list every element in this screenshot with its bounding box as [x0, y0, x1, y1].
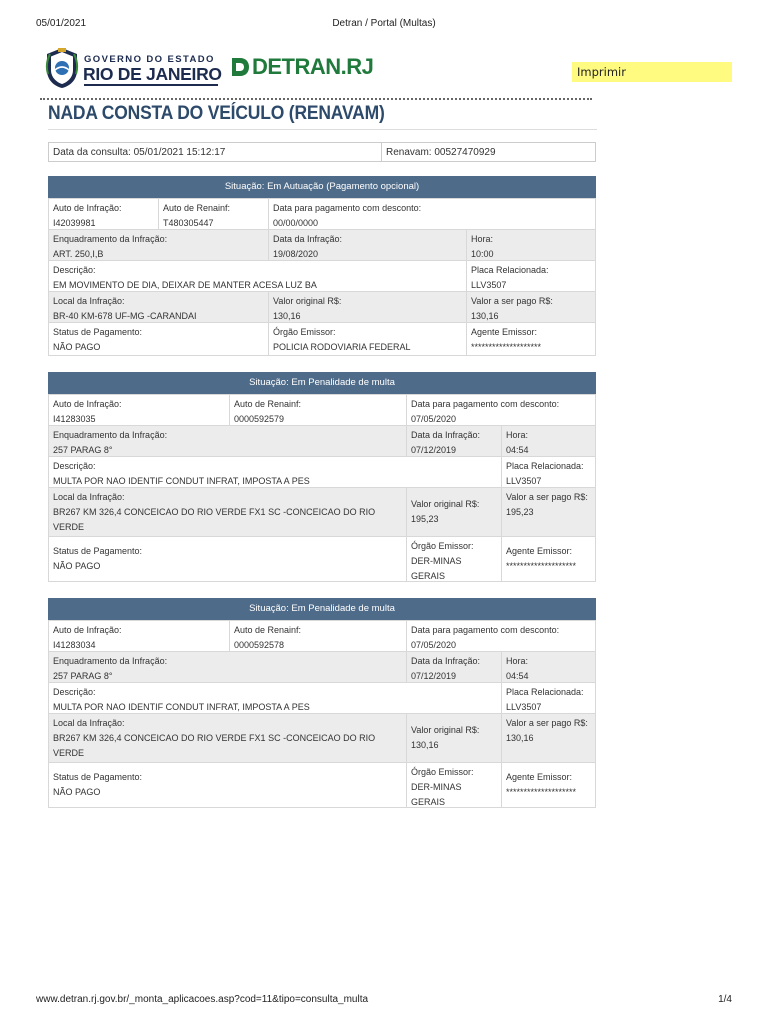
orgao-value: DER-MINAS GERAIS: [411, 556, 462, 581]
infracao-block-2: [48, 372, 596, 582]
data-desconto-label: Data para pagamento com desconto:: [411, 399, 560, 409]
hora-value: 04:54: [506, 445, 529, 455]
auto-renainf-label: Auto de Renainf:: [163, 203, 231, 213]
local-value: BR267 KM 326,4 CONCEICAO DO RIO VERDE FX1 SC -CONCEICAO DO RIO VERDE: [53, 733, 376, 758]
detran-text: DETRAN.RJ: [252, 54, 374, 79]
auto-infracao-label: Auto de Infração:: [53, 399, 122, 409]
placa-value: LLV3507: [506, 476, 542, 486]
enquadramento-value: 257 PARAG 8°: [53, 671, 113, 681]
orgao-value: DER-MINAS GERAIS: [411, 782, 462, 807]
orgao-value: POLICIA RODOVIARIA FEDERAL: [273, 342, 411, 352]
hora-label: Hora:: [506, 656, 529, 666]
valor-pagar-label: Valor a ser pago R$:: [506, 492, 588, 502]
valor-pagar-label: Valor a ser pago R$:: [506, 718, 588, 728]
placa-cell: [501, 456, 596, 488]
valor-original-label: Valor original R$:: [273, 296, 342, 306]
consulta-info: [48, 142, 596, 162]
agente-cell: [501, 536, 596, 582]
local-label: Local da Infração:: [53, 296, 125, 306]
status-cell: [48, 536, 407, 582]
local-cell: [48, 713, 407, 763]
placa-cell: [466, 260, 596, 292]
valor-pagar-value: 130,16: [471, 311, 499, 321]
page-title: NADA CONSTA DO VEÍCULO (RENAVAM): [48, 103, 385, 124]
data-infracao-label: Data da Infração:: [273, 234, 343, 244]
data-desconto-label: Data para pagamento com desconto:: [273, 203, 422, 213]
hora-label: Hora:: [471, 234, 494, 244]
data-desconto-label: Data para pagamento com desconto:: [411, 625, 560, 635]
placa-label: Placa Relacionada:: [471, 265, 549, 275]
enquadramento-cell: [48, 651, 407, 683]
print-header: [36, 18, 732, 32]
data-infracao-value: 19/08/2020: [273, 249, 319, 259]
auto-infracao-label: Auto de Infração:: [53, 625, 122, 635]
title-rule: [48, 129, 597, 130]
valor-original-label: Valor original R$:: [411, 725, 480, 735]
auto-renainf-cell: [158, 198, 269, 230]
auto-infracao-cell: [48, 394, 230, 426]
hora-label: Hora:: [506, 430, 529, 440]
placa-label: Placa Relacionada:: [506, 687, 584, 697]
data-infracao-value: 07/12/2019: [411, 445, 457, 455]
valor-pagar-value: 130,16: [506, 733, 534, 743]
print-page-number: 1/4: [718, 994, 732, 1005]
print-button[interactable]: Imprimir: [572, 62, 732, 82]
consulta-renavam: Renavam: 00527470929: [386, 147, 496, 158]
header-logos: [44, 44, 374, 94]
data-infracao-label: Data da Infração:: [411, 656, 481, 666]
descricao-label: Descrição:: [53, 265, 96, 275]
local-label: Local da Infração:: [53, 492, 125, 502]
local-cell: [48, 487, 407, 537]
auto-infracao-label: Auto de Infração:: [53, 203, 122, 213]
gov-line1: GOVERNO DO ESTADO: [84, 54, 215, 65]
print-date: 05/01/2021: [36, 18, 87, 29]
orgao-cell: [406, 762, 502, 808]
data-desconto-cell: [406, 620, 596, 652]
descricao-label: Descrição:: [53, 687, 96, 697]
data-infracao-value: 07/12/2019: [411, 671, 457, 681]
auto-infracao-value: I41283034: [53, 640, 96, 650]
valor-pagar-value: 195,23: [506, 507, 534, 517]
print-footer: [36, 994, 732, 1008]
print-url: www.detran.rj.gov.br/_monta_aplicacoes.asp?cod=11&tipo=consulta_multa: [36, 994, 369, 1005]
hora-cell: [501, 425, 596, 457]
local-cell: [48, 291, 269, 323]
valor-original-value: 195,23: [411, 514, 439, 524]
data-infracao-label: Data da Infração:: [411, 430, 481, 440]
enquadramento-value: ART. 250,I,B: [53, 249, 104, 259]
valor-original-value: 130,16: [411, 740, 439, 750]
data-desconto-cell: [406, 394, 596, 426]
local-value: BR-40 KM-678 UF-MG -CARANDAI: [53, 311, 197, 321]
agente-label: Agente Emissor:: [506, 772, 573, 782]
auto-infracao-value: I42039981: [53, 218, 96, 228]
agente-value: ********************: [471, 342, 542, 352]
enquadramento-value: 257 PARAG 8°: [53, 445, 113, 455]
enquadramento-cell: [48, 229, 269, 261]
placa-cell: [501, 682, 596, 714]
state-seal-icon: [44, 46, 80, 90]
agente-label: Agente Emissor:: [471, 327, 538, 337]
status-label: Status de Pagamento:: [53, 327, 143, 337]
orgao-cell: [268, 322, 467, 356]
enquadramento-label: Enquadramento da Infração:: [53, 234, 168, 244]
enquadramento-cell: [48, 425, 407, 457]
valor-pagar-cell: [501, 487, 596, 537]
hora-cell: [501, 651, 596, 683]
data-desconto-value: 07/05/2020: [411, 414, 457, 424]
infracao-block-1: [48, 176, 596, 356]
status-label: Status de Pagamento:: [53, 772, 143, 782]
descricao-value: MULTA POR NAO IDENTIF CONDUT INFRAT, IMPOSTA A PES: [53, 476, 310, 486]
status-cell: [48, 762, 407, 808]
valor-original-value: 130,16: [273, 311, 301, 321]
auto-renainf-label: Auto de Renainf:: [234, 399, 302, 409]
orgao-label: Órgão Emissor:: [411, 541, 474, 551]
data-infracao-cell: [406, 651, 502, 683]
auto-renainf-cell: [229, 620, 407, 652]
descricao-cell: [48, 456, 502, 488]
auto-renainf-label: Auto de Renainf:: [234, 625, 302, 635]
orgao-label: Órgão Emissor:: [411, 767, 474, 777]
data-infracao-cell: [268, 229, 467, 261]
governo-rj-logo: [44, 46, 224, 92]
hora-cell: [466, 229, 596, 261]
status-cell: [48, 322, 269, 356]
local-value: BR267 KM 326,4 CONCEICAO DO RIO VERDE FX1 SC -CONCEICAO DO RIO VERDE: [53, 507, 376, 532]
descricao-label: Descrição:: [53, 461, 96, 471]
auto-infracao-cell: [48, 620, 230, 652]
detran-logo: [230, 54, 374, 82]
infracao-block-3: [48, 598, 596, 808]
data-infracao-cell: [406, 425, 502, 457]
auto-renainf-value: 0000592579: [234, 414, 285, 424]
status-value: NÃO PAGO: [53, 787, 101, 797]
gov-underline: [84, 84, 218, 86]
orgao-cell: [406, 536, 502, 582]
status-value: NÃO PAGO: [53, 342, 101, 352]
descricao-cell: [48, 260, 467, 292]
info-separator: [381, 143, 382, 161]
print-title: Detran / Portal (Multas): [332, 18, 436, 29]
gov-line2: RIO DE JANEIRO: [83, 64, 222, 84]
hora-value: 04:54: [506, 671, 529, 681]
auto-infracao-value: I41283035: [53, 414, 96, 424]
descricao-value: MULTA POR NAO IDENTIF CONDUT INFRAT, IMPOSTA A PES: [53, 702, 310, 712]
situacao-header: Situação: Em Autuação (Pagamento opcional): [48, 176, 596, 198]
consulta-date: Data da consulta: 05/01/2021 15:12:17: [53, 147, 226, 158]
data-desconto-value: 07/05/2020: [411, 640, 457, 650]
placa-label: Placa Relacionada:: [506, 461, 584, 471]
valor-original-cell: [406, 487, 502, 537]
status-label: Status de Pagamento:: [53, 546, 143, 556]
agente-label: Agente Emissor:: [506, 546, 573, 556]
valor-pagar-cell: [501, 713, 596, 763]
valor-original-cell: [268, 291, 467, 323]
placa-value: LLV3507: [506, 702, 542, 712]
auto-renainf-value: T480305447: [163, 218, 214, 228]
dotted-divider: [40, 98, 592, 100]
hora-value: 10:00: [471, 249, 494, 259]
placa-value: LLV3507: [471, 280, 507, 290]
enquadramento-label: Enquadramento da Infração:: [53, 656, 168, 666]
auto-infracao-cell: [48, 198, 159, 230]
data-desconto-cell: [268, 198, 596, 230]
agente-value: ********************: [506, 561, 577, 571]
local-label: Local da Infração:: [53, 718, 125, 728]
descricao-value: EM MOVIMENTO DE DIA, DEIXAR DE MANTER ACESA LUZ BA: [53, 280, 317, 290]
agente-value: ********************: [506, 787, 577, 797]
valor-pagar-cell: [466, 291, 596, 323]
valor-original-label: Valor original R$:: [411, 499, 480, 509]
descricao-cell: [48, 682, 502, 714]
auto-renainf-cell: [229, 394, 407, 426]
enquadramento-label: Enquadramento da Infração:: [53, 430, 168, 440]
detran-mark-icon: [230, 56, 250, 78]
agente-cell: [501, 762, 596, 808]
data-desconto-value: 00/00/0000: [273, 218, 319, 228]
valor-original-cell: [406, 713, 502, 763]
status-value: NÃO PAGO: [53, 561, 101, 571]
orgao-label: Órgão Emissor:: [273, 327, 336, 337]
valor-pagar-label: Valor a ser pago R$:: [471, 296, 553, 306]
situacao-header: Situação: Em Penalidade de multa: [48, 372, 596, 394]
agente-cell: [466, 322, 596, 356]
auto-renainf-value: 0000592578: [234, 640, 285, 650]
situacao-header: Situação: Em Penalidade de multa: [48, 598, 596, 620]
